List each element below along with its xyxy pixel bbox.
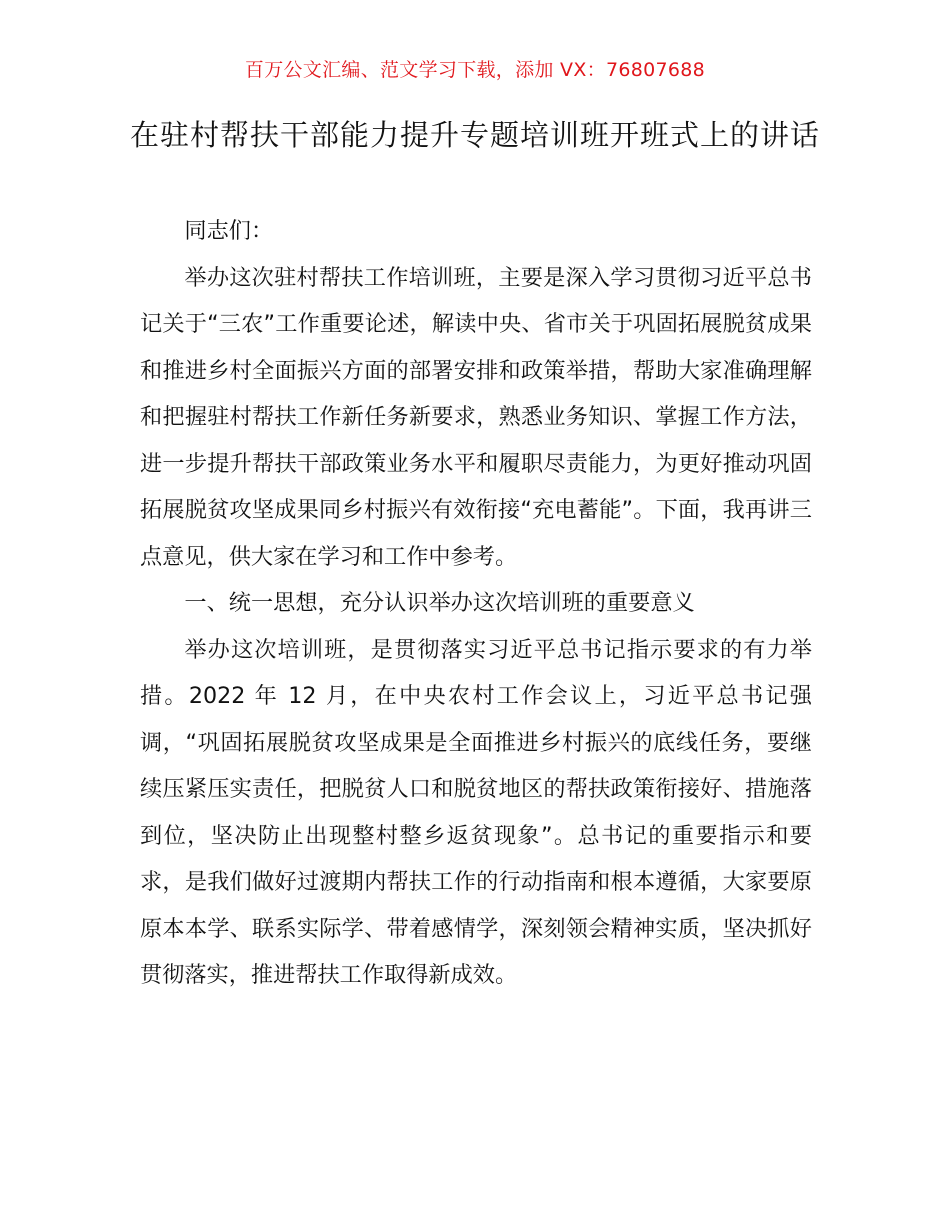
paragraph-section-1: 举办这次培训班，是贯彻落实习近平总书记指示要求的有力举措。2022 年 12 月，在中央农村工作会议上，习近平总书记强调，“巩固拓展脱贫攻坚成果是全面推进乡村振兴的底线任务，要继续压紧压实责任，把脱贫人口和脱贫地区的帮扶政策衔接好、措施落到位，坚决防止出现整村整乡返贫现象”。总书记的重要指示和要求，是我们做好过渡期内帮扶工作的行动指南和根本遵循，大家要原原本本学、联系实际学、带着感情学，深刻领会精神实质，坚决抓好贯彻落实，推进帮扶工作取得新成效。: [140, 636, 812, 988]
document-body: [140, 208, 812, 999]
section-heading-1: 一、统一思想，充分认识举办这次培训班的重要意义: [184, 590, 695, 616]
salutation: 同志们：: [184, 218, 274, 244]
header-watermark-note: 百万公文汇编、范文学习下载，添加 VX：76807688: [244, 59, 706, 81]
document-title: 在驻村帮扶干部能力提升专题培训班开班式上的讲话: [130, 118, 821, 152]
paragraph-intro: 举办这次驻村帮扶工作培训班，主要是深入学习贯彻习近平总书记关于“三农”工作重要论述，解读中央、省市关于巩固拓展脱贫成果和推进乡村全面振兴方面的部署安排和政策举措，帮助大家准确理解和把握驻村帮扶工作新任务新要求，熟悉业务知识、掌握工作方法，进一步提升帮扶干部政策业务水平和履职尽责能力，为更好推动巩固拓展脱贫攻坚成果同乡村振兴有效衔接“充电蓄能”。下面，我再讲三点意见，供大家在学习和工作中参考。: [140, 264, 812, 570]
